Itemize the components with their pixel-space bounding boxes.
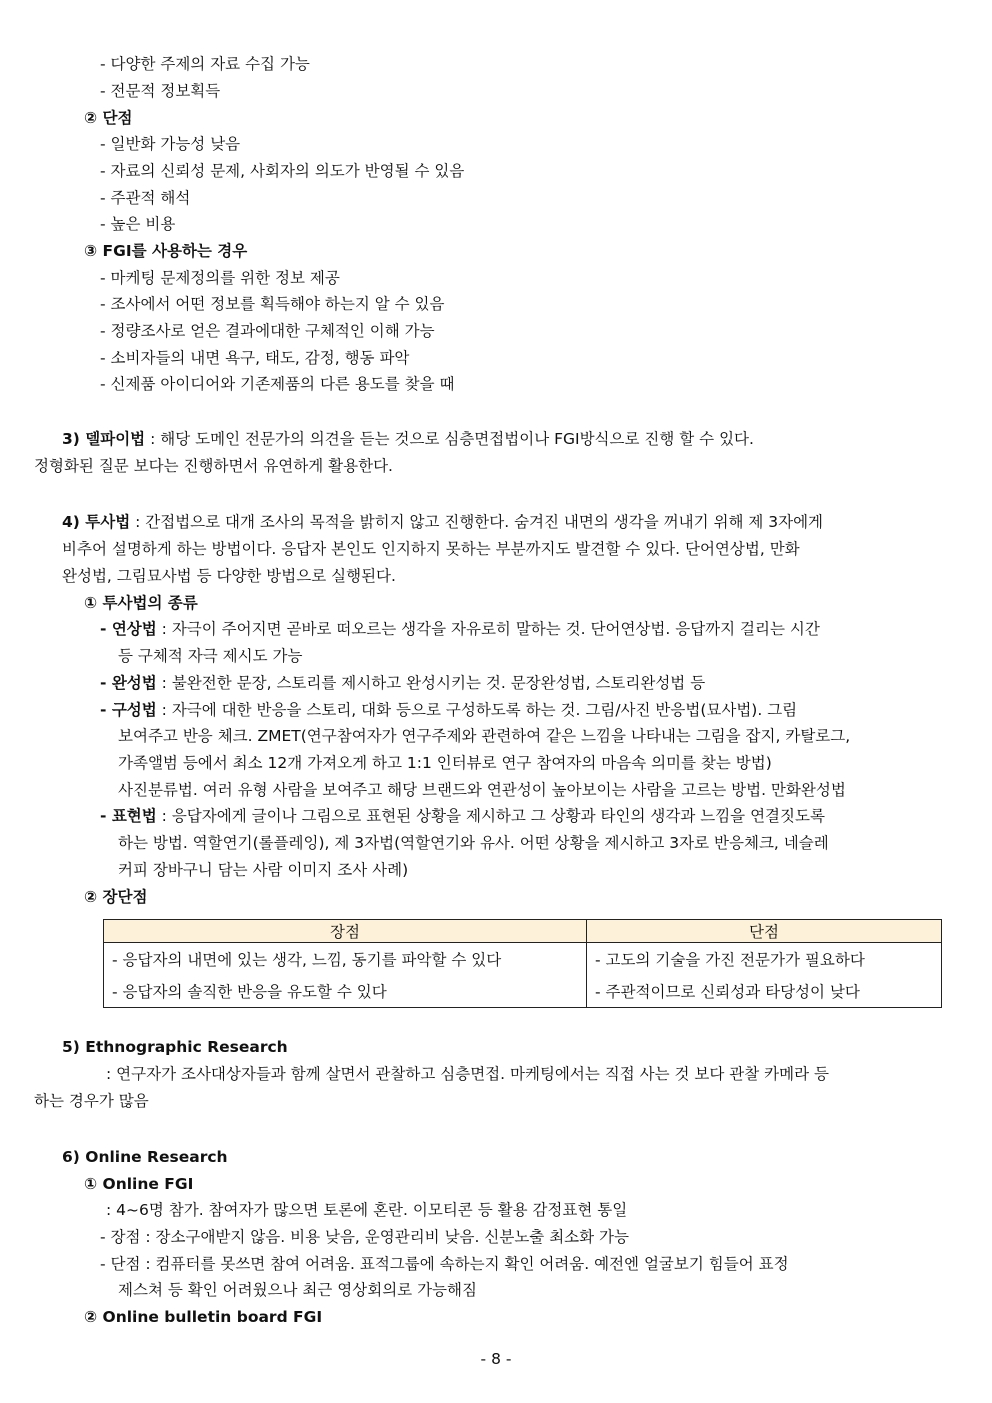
delphi-title: 3) 델파이법 [62,430,146,448]
expression-method-cont-2: 커피 장바구니 담는 사람 이미지 조사 사례) [118,861,409,879]
ethno-title: 5) Ethnographic Research [62,1038,288,1056]
fgi-disadvantages-heading: ② 단점 [84,109,133,127]
projective-line-2: 비추어 설명하게 하는 방법이다. 응답자 본인도 인지하지 못하는 부분까지도 발견할 수 있다. 단어연상법, 만화 [62,540,800,558]
online-fgi-cons-cont: 제스쳐 등 확인 어려웠으나 최근 영상회의로 가능해짐 [118,1281,477,1299]
fgi-use-item-5: - 신제품 아이디어와 기존제품의 다른 용도를 찾을 때 [100,375,455,393]
construction-method: - 구성법 : 자극에 대한 반응을 스토리, 대화 등으로 구성하도록 하는 것. 그림/사진 반응법(묘사법). 그림 [100,701,798,719]
fgi-adv-item-1: - 다양한 주제의 자료 수집 가능 [100,55,310,73]
delphi-paragraph: 3) 델파이법 : 해당 도메인 전문가의 의견을 듣는 것으로 심층면접법이나 FGI방식으로 진행 할 수 있다. [62,430,754,448]
fgi-use-item-3: - 정량조사로 얻은 결과에대한 구체적인 이해 가능 [100,322,435,340]
delphi-line-2: 정형화된 질문 보다는 진행하면서 유연하게 활용한다. [34,457,393,475]
online-bulletin-heading: ② Online bulletin board FGI [84,1308,323,1326]
table-row [104,975,942,1008]
association-method: - 연상법 : 자극이 주어지면 곧바로 떠오르는 생각을 자유로히 말하는 것. 단어연상법. 응답까지 걸리는 시간 [100,620,820,638]
table-header-row [104,920,942,943]
online-fgi-heading: ① Online FGI [84,1175,194,1193]
completion-method: - 완성법 : 불완전한 문장, 스토리를 제시하고 완성시키는 것. 문장완성법, 스토리완성법 등 [100,674,706,692]
table-row [104,943,942,976]
construction-method-cont-2: 가족앨범 등에서 최소 12개 가져오게 하고 1:1 인터뷰로 연구 참여자의 마음속 의미를 찾는 방법) [118,754,772,772]
construction-method-cont-1: 보여주고 반응 체크. ZMET(연구참여자가 연구주제와 관련하여 같은 느낌을 나타내는 그림을 잡지, 카탈로그, [118,727,851,745]
fgi-dis-item-4: - 높은 비용 [100,215,176,233]
fgi-use-item-4: - 소비자들의 내면 욕구, 태도, 감정, 행동 파악 [100,349,410,367]
fgi-dis-item-1: - 일반화 가능성 낮음 [100,135,241,153]
expression-method: - 표현법 : 응답자에게 글이나 그림으로 표현된 상황을 제시하고 그 상황과 타인의 생각과 느낌을 연결짓도록 [100,807,825,825]
pros-cons-heading: ② 장단점 [84,888,148,906]
online-fgi-pros: - 장점 : 장소구애받지 않음. 비용 낮음, 운영관리비 낮음. 신분노출 최소화 가능 [100,1228,629,1246]
fgi-use-heading: ③ FGI를 사용하는 경우 [84,242,248,260]
online-fgi-line-1: : 4~6명 참가. 참여자가 많으면 토론에 혼란. 이모티콘 등 활용 감정표현 통일 [106,1201,628,1219]
fgi-use-item-2: - 조사에서 어떤 정보를 획득해야 하는지 알 수 있음 [100,295,445,313]
projective-paragraph: 4) 투사법 : 간접법으로 대개 조사의 목적을 밝히지 않고 진행한다. 숨겨진 내면의 생각을 꺼내기 위해 제 3자에게 [62,513,824,531]
online-title: 6) Online Research [62,1148,228,1166]
projective-line-3: 완성법, 그림묘사법 등 다양한 방법으로 실행된다. [62,567,396,585]
fgi-adv-item-2: - 전문적 정보획득 [100,82,221,100]
table-cell: - 고도의 기술을 가진 전문가가 필요하다 [587,943,942,976]
fgi-use-item-1: - 마케팅 문제정의를 위한 정보 제공 [100,269,340,287]
table-cell: - 주관적이므로 신뢰성과 타당성이 낮다 [587,975,942,1008]
table-cell: - 응답자의 내면에 있는 생각, 느낌, 동기를 파악할 수 있다 [104,943,587,976]
ethno-line-1: : 연구자가 조사대상자들과 함께 살면서 관찰하고 심층면접. 마케팅에서는 직접 사는 것 보다 관찰 카메라 등 [106,1065,829,1083]
pros-cons-table [103,919,942,1008]
page-number: - 8 - [480,1350,512,1368]
projective-title: 4) 투사법 [62,513,131,531]
projective-types-heading: ① 투사법의 종류 [84,594,198,612]
expression-method-cont-1: 하는 방법. 역할연기(롤플레잉), 제 3자법(역할연기와 유사. 어떤 상황을 제시하고 3자로 반응체크, 네슬레 [118,834,829,852]
association-method-cont: 등 구체적 자극 제시도 가능 [118,647,303,665]
cons-header: 단점 [587,920,942,943]
construction-method-cont-3: 사진분류법. 여러 유형 사람을 보여주고 해당 브랜드와 연관성이 높아보이는 사람을 고르는 방법. 만화완성법 [118,781,846,799]
pros-header: 장점 [104,920,587,943]
fgi-dis-item-2: - 자료의 신뢰성 문제, 사회자의 의도가 반영될 수 있음 [100,162,465,180]
online-fgi-cons: - 단점 : 컴퓨터를 못쓰면 참여 어려움. 표적그룹에 속하는지 확인 어려움. 예전엔 얼굴보기 힘들어 표정 [100,1255,789,1273]
table-cell: - 응답자의 솔직한 반응을 유도할 수 있다 [104,975,587,1008]
fgi-dis-item-3: - 주관적 해석 [100,189,191,207]
ethno-line-2: 하는 경우가 많음 [34,1092,149,1110]
